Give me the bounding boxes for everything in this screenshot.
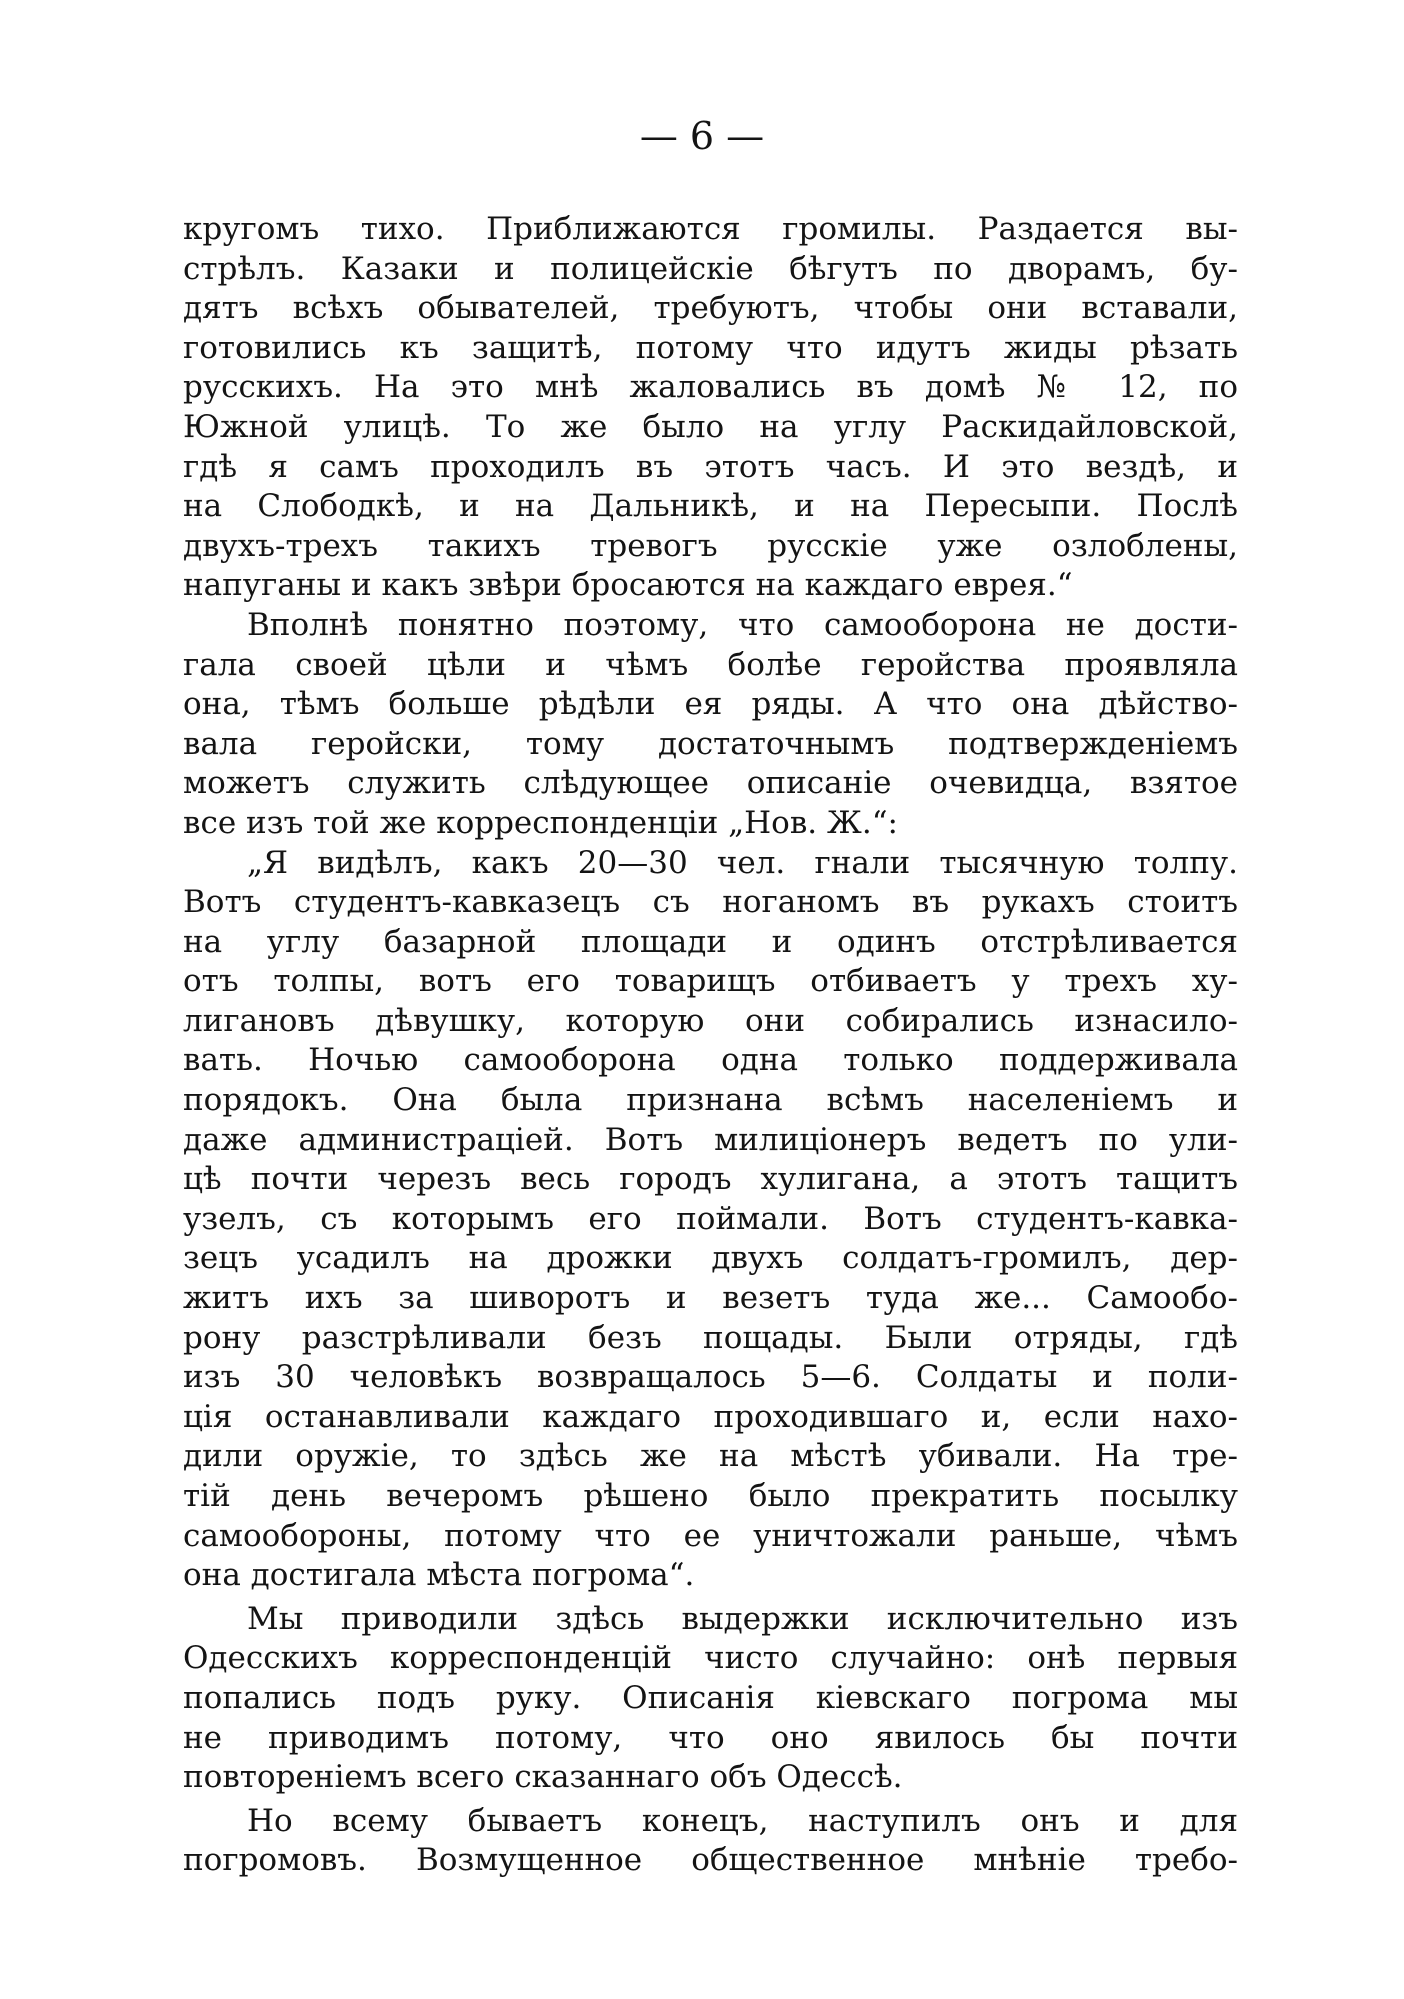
text-line: узелъ, съ которымъ его поймали. Вотъ студентъ-кавка- xyxy=(183,1200,1238,1237)
text-line: попались подъ руку. Описанія кіевскаго погрома мы xyxy=(183,1679,1238,1716)
page-number: — 6 — xyxy=(639,114,765,158)
paragraph-5 xyxy=(183,1802,1238,1881)
text-line: на углу базарной площади и одинъ отстрѣливается xyxy=(183,923,1238,960)
text-line: Южной улицѣ. То же было на углу Раскидайловской, xyxy=(183,408,1238,445)
text-line: самообороны, потому что ее уничтожали раньше, чѣмъ xyxy=(183,1517,1238,1554)
text-line: даже администраціей. Вотъ милиціонеръ ведетъ по ули- xyxy=(183,1121,1238,1158)
text-line: дятъ всѣхъ обывателей, требуютъ, чтобы они вставали, xyxy=(183,290,1238,327)
text-line: гдѣ я самъ проходилъ въ этотъ часъ. И это вездѣ, и xyxy=(183,448,1238,485)
text-line: тій день вечеромъ рѣшено было прекратить посылку xyxy=(183,1478,1238,1514)
text-line: вать. Ночью самооборона одна только поддерживала xyxy=(183,1042,1238,1079)
text-line: рону разстрѣливали безъ пощады. Были отряды, гдѣ xyxy=(183,1319,1238,1356)
text-line: напуганы и какъ звѣри бросаются на каждаго еврея.“ xyxy=(183,567,1073,604)
text-line: порядокъ. Она была признана всѣмъ населеніемъ и xyxy=(183,1082,1238,1119)
text-line: Одесскихъ корреспонденцій чисто случайно: онѣ первыя xyxy=(183,1640,1238,1677)
paragraph-1 xyxy=(183,210,1238,606)
text-line: Но всему бываетъ конецъ, наступилъ онъ и для xyxy=(247,1802,1238,1839)
text-line: двухъ-трехъ такихъ тревогъ русскіе уже озлоблены, xyxy=(183,527,1238,564)
text-line: она достигала мѣста погрома“. xyxy=(183,1557,695,1594)
text-line: она, тѣмъ больше рѣдѣли ея ряды. А что она дѣйство- xyxy=(183,686,1238,723)
paragraph-3-quote xyxy=(183,844,1238,1596)
text-line: кругомъ тихо. Приближаются громилы. Раздается вы- xyxy=(183,211,1238,247)
text-line: цѣ почти черезъ весь городъ хулигана, а этотъ тащитъ xyxy=(183,1161,1238,1198)
text-line: на Слободкѣ, и на Дальникѣ, и на Пересыпи. Послѣ xyxy=(183,488,1238,525)
text-line: изъ 30 человѣкъ возвращалось 5—6. Солдаты и поли- xyxy=(183,1359,1238,1396)
text-line: вала геройски, тому достаточнымъ подтвержденіемъ xyxy=(183,725,1238,762)
text-line: Мы приводили здѣсь выдержки исключительно изъ xyxy=(247,1600,1238,1637)
text-line: ція останавливали каждаго проходившаго и, если нахо- xyxy=(183,1398,1238,1435)
text-line: все изъ той же корреспонденціи „Нов. Ж.“: xyxy=(183,804,898,841)
text-line: отъ толпы, вотъ его товарищъ отбиваетъ у трехъ ху- xyxy=(183,963,1238,1000)
paragraph-4 xyxy=(183,1600,1238,1798)
text-line: не приводимъ потому, что оно явилось бы почти xyxy=(183,1719,1238,1756)
text-line: можетъ служить слѣдующее описаніе очевидца, взятое xyxy=(183,765,1238,802)
text-line: „Я видѣлъ, какъ 20—30 чел. гнали тысячную толпу. xyxy=(247,844,1238,881)
text-line: Вполнѣ понятно поэтому, что самооборона не дости- xyxy=(247,606,1238,643)
text-line: дили оружіе, то здѣсь же на мѣстѣ убивали. На тре- xyxy=(183,1438,1238,1475)
paragraph-2 xyxy=(183,606,1238,844)
text-line: погромовъ. Возмущенное общественное мнѣніе требо- xyxy=(183,1842,1238,1879)
text-line: повтореніемъ всего сказаннаго объ Одессѣ. xyxy=(183,1759,903,1796)
body-text xyxy=(183,210,1238,1881)
text-line: готовились къ защитѣ, потому что идутъ жиды рѣзать xyxy=(183,329,1238,366)
text-line: стрѣлъ. Казаки и полицейскіе бѣгутъ по дворамъ, бу- xyxy=(183,250,1238,287)
text-line: лигановъ дѣвушку, которую они собирались изнасило- xyxy=(183,1002,1238,1039)
text-line: зецъ усадилъ на дрожки двухъ солдатъ-громилъ, дер- xyxy=(183,1240,1238,1277)
text-line: житъ ихъ за шиворотъ и везетъ туда же... Самообо- xyxy=(183,1280,1238,1317)
text-line: русскихъ. На это мнѣ жаловались въ домѣ № 12, по xyxy=(183,369,1238,406)
text-line: гала своей цѣли и чѣмъ болѣе геройства проявляла xyxy=(183,646,1238,683)
text-line: Вотъ студентъ-кавказецъ съ ноганомъ въ рукахъ стоитъ xyxy=(183,884,1238,921)
